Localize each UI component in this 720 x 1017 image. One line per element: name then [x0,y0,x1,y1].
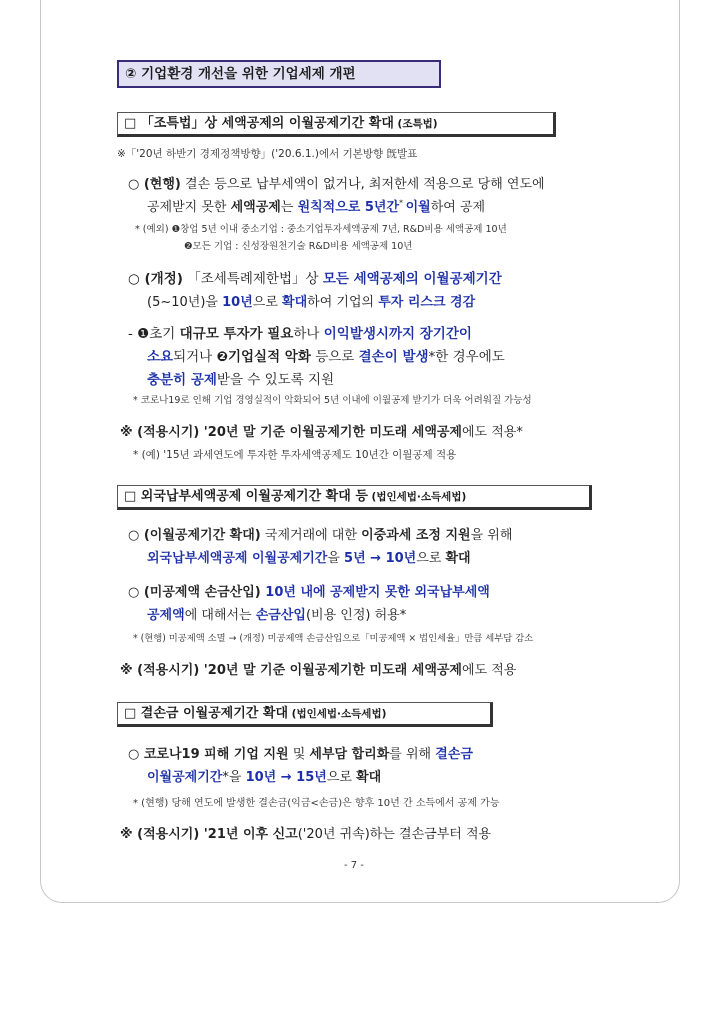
foreign-point1-line2: 외국납부세액공제 이월공제기간을 5년 → 10년으로 확대 [147,551,471,566]
footnote-covid: * 코로나19로 인해 기업 경영실적이 악화되어 5년 이내에 이월공제 받기가 더욱 어려워질 가능성 [133,395,532,406]
revision-line2: (5~10년)을 10년으로 확대하여 기업의 투자 리스크 경감 [147,295,476,310]
revision-line1: ○ (개정) 「조세특례제한법」상 모든 세액공제의 이월공제기간 [128,271,502,287]
exception-line1: * (예외) ❶창업 5년 이내 중소기업 : 중소기업투자세액공제 7년, R&D비용 세액공제 10년 [135,224,507,235]
page-number: - 7 - [344,860,364,871]
subsection-box-foreign-tax [117,485,592,510]
note-line: ※「'20년 하반기 경제정책방향」('20.6.1.)에서 기본방향 旣발표 [117,148,418,160]
loss-point-line2: 이월공제기간*을 10년 → 15년으로 확대 [147,770,382,785]
detail-line1: - ❶초기 대규모 투자가 필요하나 이익발생시까지 장기간이 [128,326,472,342]
subsection-law: (조특법) [393,118,438,130]
current-rule-line1: ○ (현행) 결손 등으로 납부세액이 없거나, 최저한세 적용으로 당해 연도에 [128,177,545,192]
foreign-footnote: * (현행) 미공제액 소멸 → (개정) 미공제액 손금산입으로「미공제액 × 법인세율」만큼 세부담 감소 [133,633,534,644]
foreign-point2-line2: 공제액에 대해서는 손금산입(비용 인정) 허용* [147,608,407,623]
detail-line3: 충분히 공제받을 수 있도록 지원 [147,372,335,388]
foreign-point1-line1: ○ (이월공제기간 확대) 국제거래에 대한 이중과세 조정 지원을 위해 [128,528,513,543]
subsection-box-loss-carryover [117,702,493,727]
foreign-point2-line1: ○ (미공제액 손금산입) 10년 내에 공제받지 못한 외국납부세액 [128,585,490,600]
subsection-title: □ 「조특법」상 세액공제의 이월공제기간 확대 [124,116,394,131]
subsection-title: □ 결손금 이월공제기간 확대 [124,706,288,721]
current-rule-line2: 공제받지 못한 세액공제는 원칙적으로 5년간* 이월하여 공제 [147,198,486,215]
application-example: * (예) '15년 과세연도에 투자한 투자세액공제도 10년간 이월공제 적용 [133,449,457,461]
loss-footnote: * (현행) 당해 연도에 발생한 결손금(익금<손금)은 향후 10년 간 소득에서 공제 가능 [133,798,500,809]
subsection-law: (법인세법·소득세법) [367,491,467,503]
subsection-box-carryover-credit [117,112,556,137]
section-heading: ② 기업환경 개선을 위한 기업세제 개편 [117,60,441,88]
loss-application-date: ※ (적용시기) '21년 이후 신고('20년 귀속)하는 결손금부터 적용 [120,827,492,842]
loss-point-line1: ○ 코로나19 피해 기업 지원 및 세부담 합리화를 위해 결손금 [128,747,473,762]
application-date: ※ (적용시기) '20년 말 기준 이월공제기한 미도래 세액공제에도 적용* [120,425,523,440]
foreign-application-date: ※ (적용시기) '20년 말 기준 이월공제기한 미도래 세액공제에도 적용 [120,663,517,678]
subsection-law: (법인세법·소득세법) [288,708,387,720]
detail-line2: 소요되거나 ❷기업실적 악화 등으로 결손이 발생*한 경우에도 [147,349,505,365]
subsection-title: □ 외국납부세액공제 이월공제기간 확대 등 [124,489,368,504]
exception-line2: ❷모든 기업 : 신성장원천기술 R&D비용 세액공제 10년 [184,241,413,252]
